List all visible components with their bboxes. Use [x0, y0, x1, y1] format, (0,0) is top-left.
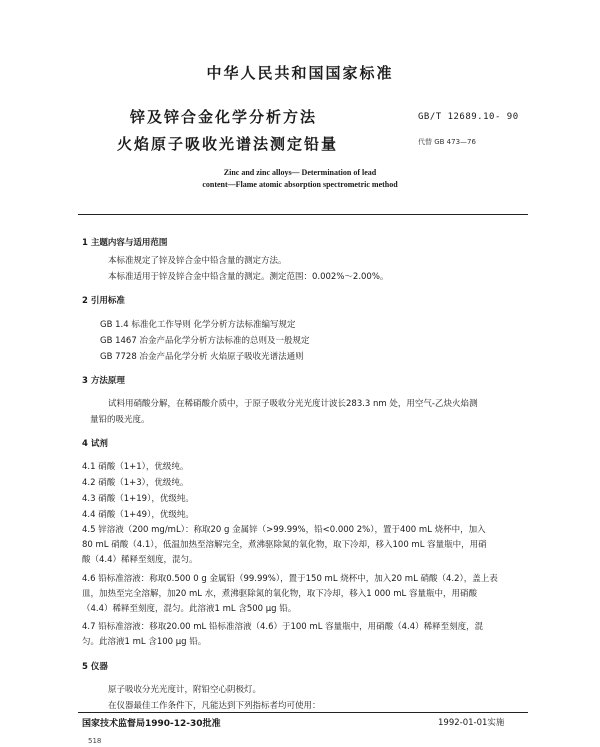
replaces-standard: 代替 GB 473—76	[418, 138, 476, 146]
reagent-item-4-7-line-2: 匀。此溶液1 mL 含100 μg 铅。	[82, 637, 207, 647]
reagent-item-4-6-line-1: 4.6 铅标准溶液：称取0.500 0 g 金属铅（99.99%），置于150 mL 烧杯中，加入20 mL 硝酸（4.2），盖上表	[82, 574, 498, 584]
footer-divider	[78, 712, 528, 713]
title-line-2: 火焰原子吸收光谱法测定铅量	[117, 135, 339, 153]
section-3-paragraph-line-1: 试料用硝酸分解，在稀硝酸介质中，于原子吸收分光光度计波长283.3 nm 处，用空气-乙炔火焰测	[108, 399, 478, 409]
english-title-line-2: content—Flame atomic absorption spectrometric method	[202, 180, 398, 189]
section-1-heading: 1 主题内容与适用范围	[82, 238, 168, 248]
section-4-heading: 4 试剂	[82, 439, 108, 449]
reference-item: GB 1.4 标准化工作导则 化学分析方法标准编写规定	[100, 320, 296, 330]
title-line-1: 锌及锌合金化学分析方法	[130, 108, 318, 126]
section-1-paragraph-2: 本标准适用于锌及锌合金中铅含量的测定。测定范围：0.002%～2.00%。	[108, 272, 389, 282]
standard-code: GB/T 12689.10- 90	[418, 112, 519, 122]
implementation-date: 1992-01-01实施	[438, 718, 505, 728]
section-3-heading: 3 方法原理	[82, 376, 125, 386]
reference-item: GB 7728 冶金产品化学分析 火焰原子吸收光谱法通则	[100, 352, 304, 362]
document-header: 中华人民共和国国家标准	[206, 64, 394, 82]
header-divider	[78, 214, 528, 215]
english-title-line-1: Zinc and zinc alloys— Determination of lead	[223, 168, 377, 177]
reagent-item-4-7-line-1: 4.7 铅标准溶液：移取20.00 mL 铅标准溶液（4.6）于100 mL 容量瓶中，用硝酸（4.4）稀释至刻度，混	[82, 622, 484, 632]
section-2-heading: 2 引用标准	[82, 296, 125, 306]
section-5-heading: 5 仪器	[82, 662, 108, 672]
reagent-item-4-3: 4.3 硝酸（1+19），优级纯。	[82, 494, 194, 504]
reagent-item-4-5-line-2: 80 mL 硝酸（4.1），低温加热至溶解完全，煮沸驱除氮的氧化物，取下冷却，移入100 mL 容量瓶中，用硝	[82, 540, 487, 550]
approval-note: 国家技术监督局1990-12-30批准	[82, 719, 221, 729]
reagent-item-4-1: 4.1 硝酸（1+1），优级纯。	[82, 462, 189, 472]
section-1-paragraph-1: 本标准规定了锌及锌合金中铅含量的测定方法。	[108, 256, 287, 266]
reagent-item-4-6-line-2: 皿，加热至完全溶解，加20 mL 水，煮沸驱除氮的氧化物，取下冷却，移入1 000 mL 容量瓶中，用硝酸	[82, 589, 477, 599]
section-5-paragraph-1: 原子吸收分光光度计，附铅空心阴极灯。	[108, 685, 262, 695]
reagent-item-4-6-line-3: （4.4）稀释至刻度，混匀。此溶液1 mL 含500 μg 铅。	[82, 604, 297, 614]
page-number: 518	[88, 737, 102, 745]
reagent-item-4-2: 4.2 硝酸（1+3），优级纯。	[82, 478, 189, 488]
reference-item: GB 1467 冶金产品化学分析方法标准的总则及一般规定	[100, 336, 310, 346]
reagent-item-4-5-line-3: 酸（4.4）稀释至刻度，混匀。	[82, 555, 198, 565]
reagent-item-4-4: 4.4 硝酸（1+49），优级纯。	[82, 510, 194, 520]
section-5-paragraph-2: 在仪器最佳工作条件下，凡能达到下列指标者均可使用：	[108, 701, 321, 711]
reagent-item-4-5-line-1: 4.5 锌溶液（200 mg/mL）：称取20 g 金属锌（>99.99%，铅<0.000 2%），置于400 mL 烧杯中，加入	[82, 525, 486, 535]
section-3-paragraph-line-2: 量铅的吸光度。	[90, 415, 150, 425]
